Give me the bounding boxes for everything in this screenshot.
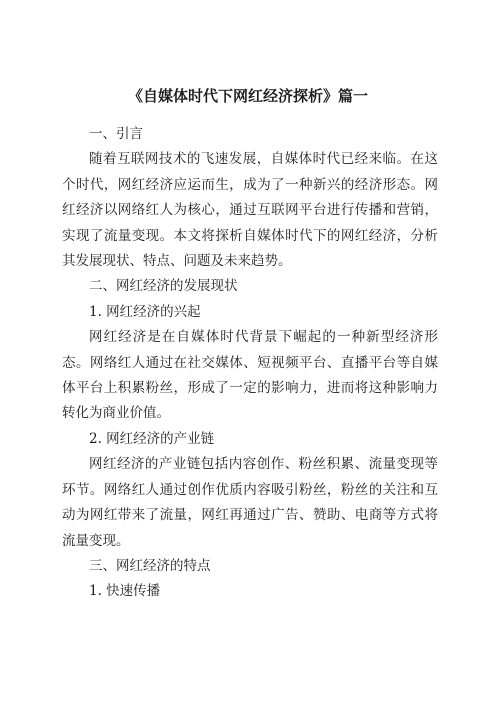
document-body [62, 122, 438, 605]
section-heading-features: 三、网红经济的特点 [89, 557, 211, 574]
document-title: 《自媒体时代下网红经济探析》篇一 [127, 87, 368, 105]
paragraph-intro: 随着互联网技术的飞速发展，自媒体时代已经来临。在这个时代，网红经济应运而生，成为了一种新兴的经济形态。网红经济以网络红人为核心，通过互联网平台进行传播和营销，实现了流量变现。本文将探析自媒体时代下的网红经济，分析其发展现状、特点、问题及未来趋势。 [62, 151, 438, 270]
paragraph-industry-chain: 网红经济的产业链包括内容创作、粉丝积累、流量变现等环节。网络红人通过创作优质内容吸引粉丝，粉丝的关注和互动为网红带来了流量，网红再通过广告、赞助、电商等方式将流量变现。 [62, 456, 438, 549]
section-heading-status: 二、网红经济的发展现状 [89, 278, 238, 295]
section-heading-intro: 一、引言 [89, 126, 143, 142]
subheading-industry-chain: 2. 网红经济的产业链 [89, 430, 215, 447]
paragraph-rise: 网红经济是在自媒体时代背景下崛起的一种新型经济形态。网络红人通过在社交媒体、短视频平台、直播平台等自媒体平台上积累粉丝，形成了一定的影响力，进而将这种影响力转化为商业价值。 [62, 329, 438, 422]
subheading-fast-spread: 1. 快速传播 [89, 583, 161, 600]
subheading-rise: 1. 网红经济的兴起 [89, 303, 201, 320]
